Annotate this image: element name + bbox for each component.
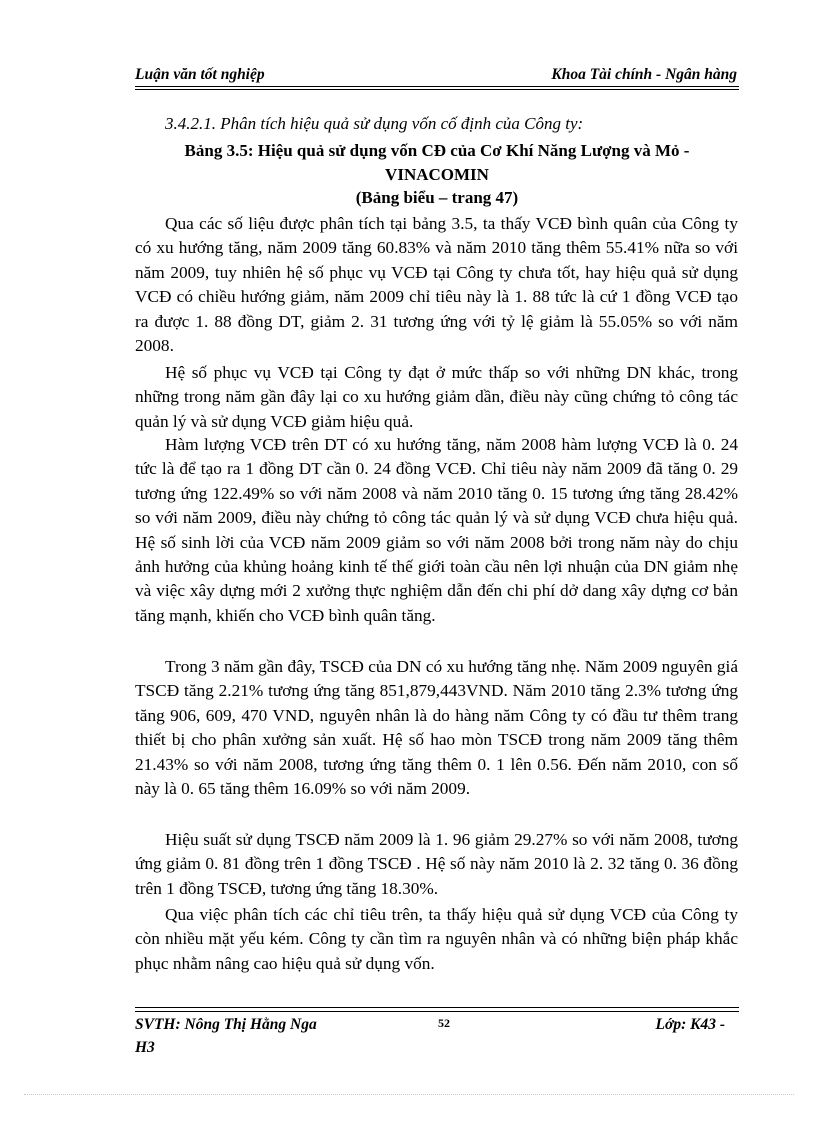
paragraph-1: Qua các số liệu được phân tích tại bảng 3.5, ta thấy VCĐ bình quân của Công ty có xu hướng tăng, năm 2009 tăng 60.83% và năm 2010 tăng thêm 55.41% nữa so với năm 2009, tuy nhiên hệ số phục vụ VCĐ tại Công ty chưa tốt, hay hiệu quả sử dụng VCĐ có chiều hướng giảm, năm 2009 chỉ tiêu này là 1. 88 tức là cứ 1 đồng VCĐ tạo ra được 1. 88 đồng DT, giảm 2. 31 tương ứng với tỷ lệ giảm là 55.05% so với năm 2008.	[135, 214, 738, 356]
table-title-line-3: (Bảng biểu – trang 47)	[355, 188, 519, 207]
footer-class-label: Lớp: K43 -	[655, 1016, 725, 1033]
table-title-line-2: VINACOMIN	[385, 165, 489, 184]
header-faculty-label: Khoa Tài chính - Ngân hàng	[551, 66, 737, 83]
paragraph-6: Qua việc phân tích các chỉ tiêu trên, ta thấy hiệu quả sử dụng VCĐ của Công ty còn nhiều mặt yếu kém. Công ty cần tìm ra nguyên nhân và có những biện pháp khắc phục nhằm nâng cao hiệu quả sử dụng vốn.	[135, 905, 738, 973]
table-title-line-1: Bảng 3.5: Hiệu quả sử dụng vốn CĐ của Cơ Khí Năng Lượng và Mỏ -	[184, 141, 690, 160]
page-bottom-border	[24, 1094, 794, 1095]
footer-student-name: SVTH: Nông Thị Hằng Nga	[135, 1016, 317, 1033]
section-title: 3.4.2.1. Phân tích hiệu quả sử dụng vốn cố định của Công ty:	[165, 114, 584, 133]
paragraph-3: Hàm lượng VCĐ trên DT có xu hướng tăng, năm 2008 hàm lượng VCĐ là 0. 24 tức là để tạo ra 1 đồng DT cần 0. 24 đồng VCĐ. Chỉ tiêu này năm 2009 đã tăng 0. 29 tương ứng 122.49% so với năm 2008 và năm 2010 tăng 0. 15 tương ứng tăng 28.42% so với năm 2009, điều này chứng tỏ công tác quản lý và sử dụng VCĐ chưa hiệu quả. Hệ số sinh lời của VCĐ năm 2009 giảm so với năm 2008 bởi trong năm này do chịu ảnh hưởng của khủng hoảng kinh tế thế giới toàn cầu nên lợi nhuận của DN giảm nhẹ và việc xây dựng mới 2 xưởng thực nghiệm dẫn đến chi phí dở dang xây dựng cơ bản tăng mạnh, khiến cho VCĐ bình quân tăng.	[135, 435, 738, 625]
header-divider-secondary	[135, 89, 739, 90]
paragraph-5: Hiệu suất sử dụng TSCĐ năm 2009 là 1. 96 giảm 29.27% so với năm 2008, tương ứng giảm 0. 81 đồng trên 1 đồng TSCĐ . Hệ số này năm 2010 là 2. 32 tăng 0. 36 đồng trên 1 đồng TSCĐ, tương ứng tăng 18.30%.	[135, 830, 738, 898]
header-divider	[135, 86, 739, 87]
page-number: 52	[438, 1016, 450, 1030]
paragraph-2: Hệ số phục vụ VCĐ tại Công ty đạt ở mức thấp so với những DN khác, trong những trong năm gần đây lại co xu hướng giảm dần, điều này cũng chứng tỏ công tác quản lý và sử dụng VCĐ giảm hiệu quả.	[135, 363, 738, 431]
paragraph-4: Trong 3 năm gần đây, TSCĐ của DN có xu hướng tăng nhẹ. Năm 2009 nguyên giá TSCĐ tăng 2.21% tương ứng tăng 851,879,443VND. Năm 2010 tăng 2.3% tương ứng tăng 906, 609, 470 VND, nguyên nhân là do hàng năm Công ty có đầu tư thêm trang thiết bị cho phân xưởng sản xuất. Hệ số hao mòn TSCĐ trong năm 2009 tăng thêm 21.43% so với năm 2008, tương ứng tăng thêm 0. 1 lên 0.56. Đến năm 2010, con số này là 0. 65 tăng thêm 16.09% so với năm 2009.	[135, 657, 738, 799]
footer-divider-secondary	[135, 1011, 739, 1012]
footer-class-wrap: H3	[135, 1039, 155, 1056]
footer-divider	[135, 1007, 739, 1008]
header-thesis-label: Luận văn tốt nghiệp	[135, 66, 265, 83]
page-header	[135, 66, 739, 86]
